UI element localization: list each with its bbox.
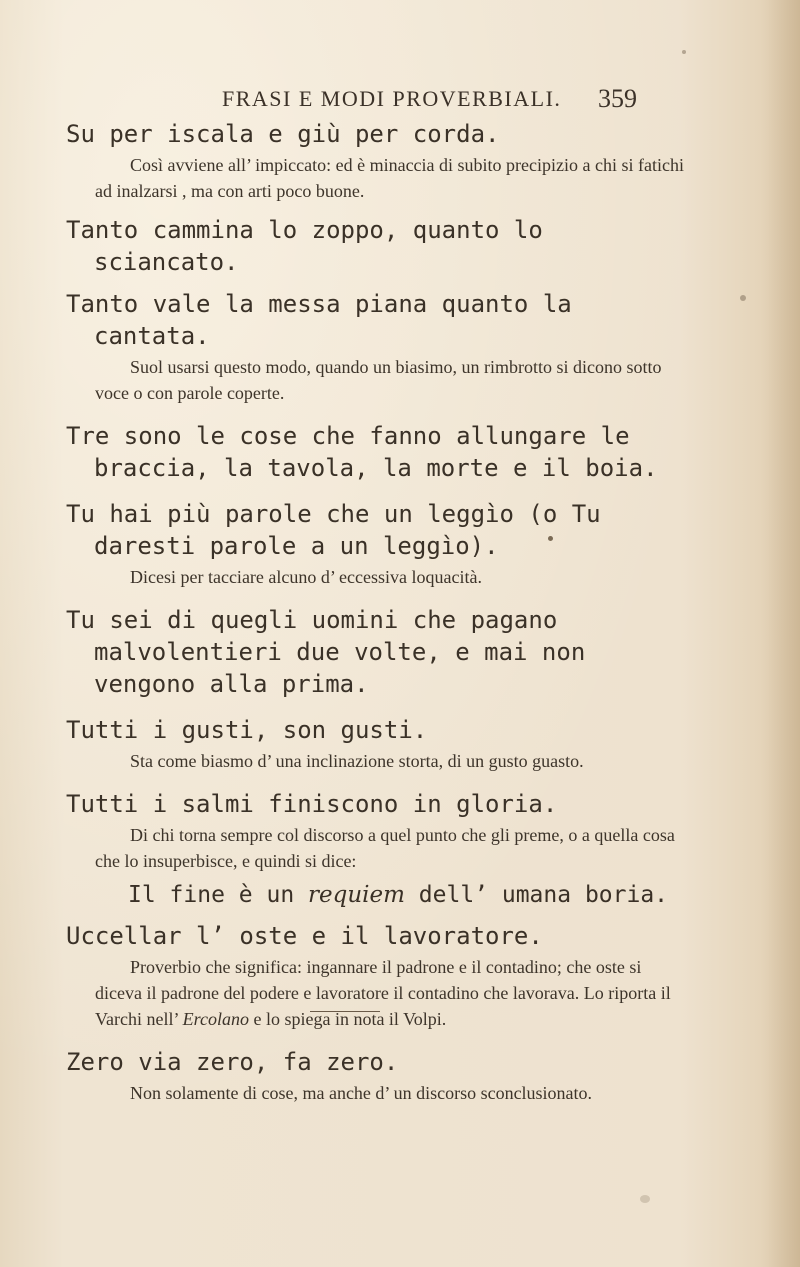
proverb-text: Su per iscala e giù per corda. [66, 120, 500, 148]
proverb-entry [66, 420, 686, 484]
paper-speck [640, 1195, 650, 1203]
paper-speck [682, 50, 686, 54]
proverb-gloss: Di chi torna sempre col discorso a quel punto che gli preme, o a quella cosa che lo insuperbisce, e quindi si dice: [95, 825, 675, 871]
proverb-gloss: Dicesi per tacciare alcuno d’ eccessiva loquacità. [130, 567, 482, 587]
proverb-gloss: Così avviene all’ impiccato: ed è minaccia di subito precipizio a chi si fatichi ad inalzarsi , ma con arti poco buone. [95, 155, 684, 201]
proverb-entry [66, 1046, 686, 1106]
proverb-list [66, 118, 686, 1106]
proverb-text: Tre sono le cose che fanno allungare le braccia, la tavola, la morte e il boia. [66, 422, 658, 482]
page-number: 359 [598, 84, 637, 113]
gloss-text: Proverbio che significa: ingannare il padrone e il contadino; che oste si diceva il padrone del podere e lavoratore il contadino che lavorava. Lo riporta il Varchi nell’ [95, 957, 671, 1029]
paper-speck [548, 536, 553, 541]
closing-rule [310, 1011, 380, 1012]
quote-text: Il fine è un [128, 882, 309, 908]
gloss-italic: Ercolano [182, 1009, 249, 1029]
gloss-text: e lo spiega in nota il Volpi. [248, 1009, 447, 1029]
proverb-text: Uccellar l’ oste e il lavoratore. [66, 922, 543, 950]
proverb-gloss: Sta come biasmo d’ una inclinazione storta, di un gusto guasto. [130, 751, 584, 771]
proverb-entry [66, 714, 686, 774]
proverb-text: Tu sei di quegli uomini che pagano malvolentieri due volte, e mai non vengono alla prima. [66, 606, 586, 698]
proverb-text: Tanto cammina lo zoppo, quanto lo sciancato. [66, 216, 543, 276]
page-header [0, 86, 800, 116]
proverb-entry [66, 498, 686, 590]
proverb-gloss: Non solamente di cose, ma anche d’ un discorso sconclusionato. [130, 1083, 593, 1103]
proverb-entry [66, 288, 686, 406]
quote-text: dell’ umana boria. [404, 882, 669, 908]
proverb-text: Zero via zero, fa zero. [66, 1048, 399, 1076]
running-title: FRASI E MODI PROVERBIALI. [222, 86, 562, 111]
proverb-entry [66, 920, 686, 1032]
page-edge-shadow [760, 0, 800, 1267]
proverb-text: Tanto vale la messa piana quanto la cantata. [66, 290, 572, 350]
proverb-text: Tu hai più parole che un leggìo (o Tu daresti parole a un leggìo). [66, 500, 601, 560]
proverb-entry [66, 214, 686, 278]
proverb-entry [66, 788, 686, 910]
proverb-text: Tutti i salmi finiscono in gloria. [66, 790, 558, 818]
proverb-entry [66, 604, 686, 700]
paper-speck [740, 295, 746, 301]
proverb-gloss [66, 954, 686, 1032]
proverb-gloss: Suol usarsi questo modo, quando un biasimo, un rimbrotto si dicono sotto voce o con parole coperte. [95, 357, 662, 403]
proverb-text: Tutti i gusti, son gusti. [66, 716, 428, 744]
proverb-entry [66, 118, 686, 204]
quoted-verse [128, 880, 686, 910]
quote-italic: requiem [308, 882, 405, 908]
